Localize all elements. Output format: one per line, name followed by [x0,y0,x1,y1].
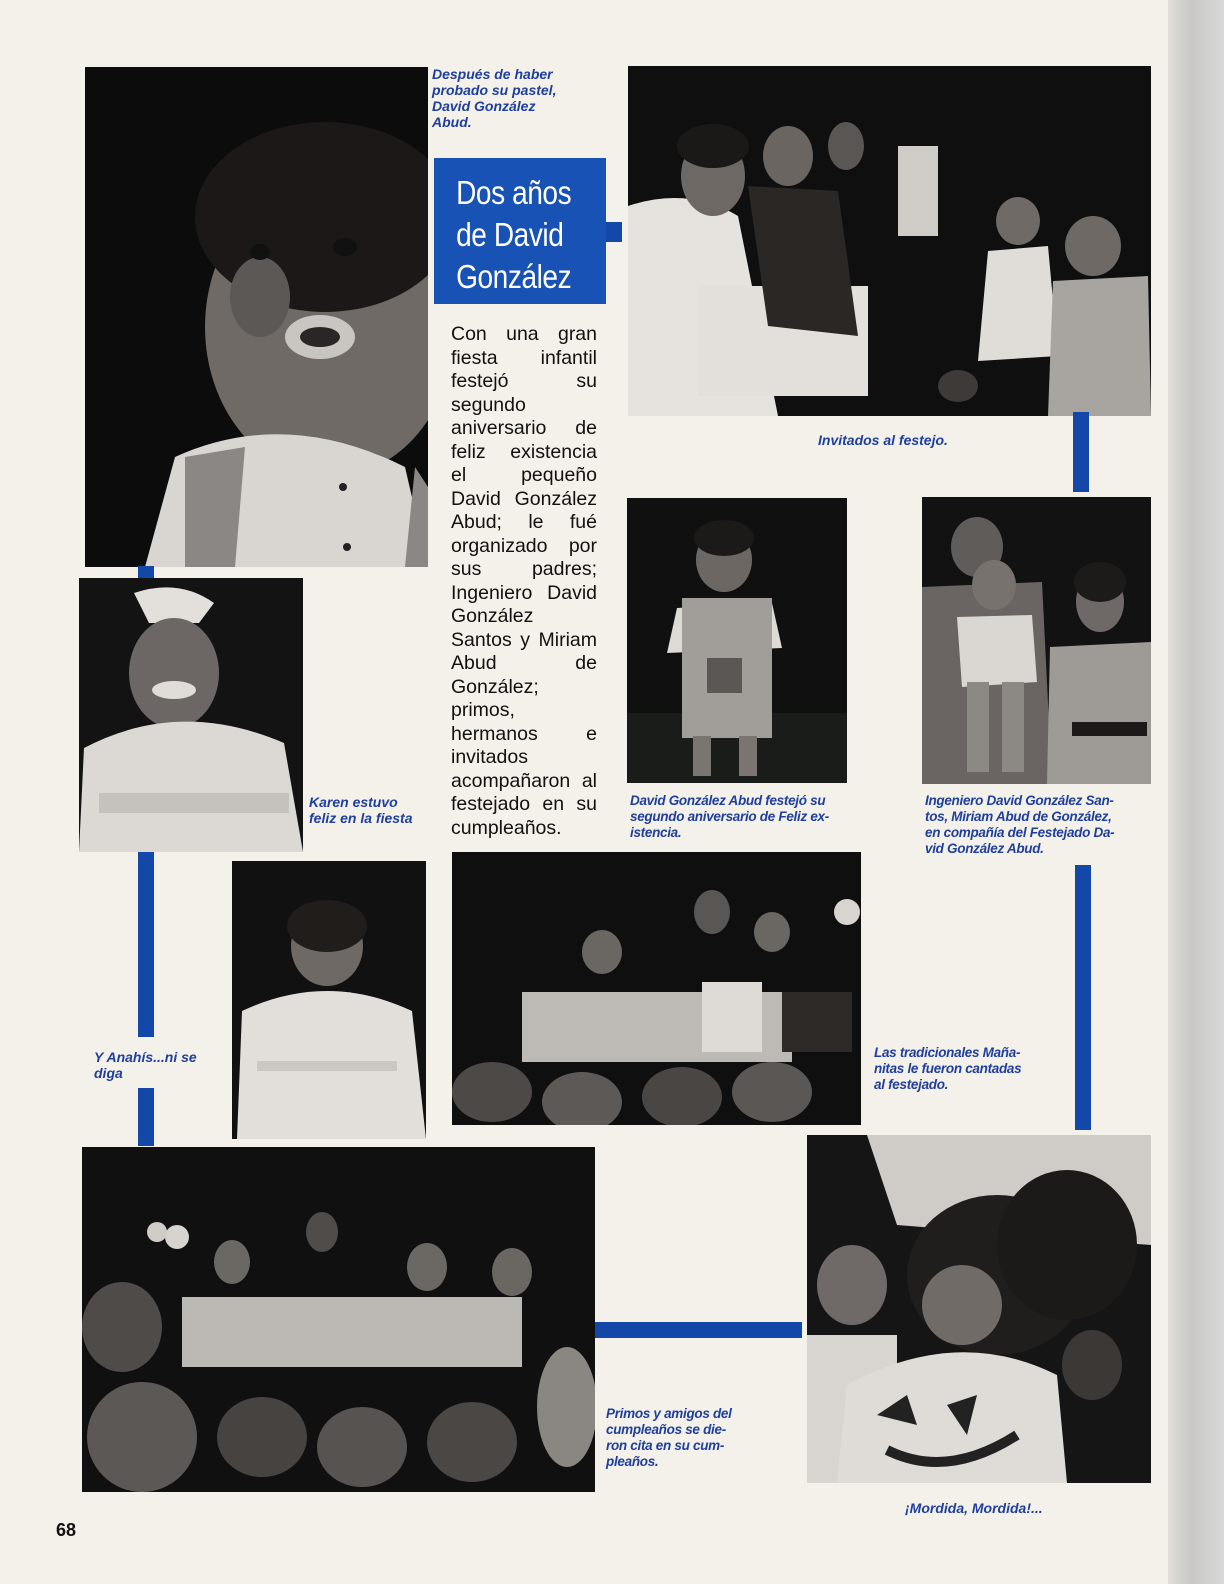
photo-david-standing [627,498,847,783]
photo-cousins [82,1147,595,1492]
photo-anahis [232,861,426,1139]
title-accent-bar [606,222,622,242]
page-edge-shadow [1168,0,1224,1584]
caption-mananitas: Las tradicionales Maña- nitas le fueron cantadas al festejado. [874,1045,1022,1092]
divider-bar-guests [1073,412,1089,492]
photo-parents [922,497,1151,784]
caption-karen: Karen estuvo feliz en la fiesta [309,794,413,826]
caption-mordida: ¡Mordida, Mordida!... [905,1500,1043,1516]
article-title-box [434,158,606,304]
divider-bar-anahis-bottom [138,1088,154,1146]
photo-mananitas [452,852,861,1125]
divider-bar-mananitas [1075,865,1091,1130]
divider-bar-anahis-top [138,852,154,1037]
page-number: 68 [56,1520,77,1540]
caption-david-anniversary: David González Abud festejó su segundo aniversario de Feliz ex- istencia. [630,793,829,840]
photo-david-cake [85,67,428,567]
photo-mordida [807,1135,1151,1483]
caption-anahis: Y Anahís...ni se diga [94,1049,197,1081]
caption-parents: Ingeniero David González San- tos, Miriam Abud de González, en compañía del Festejado Da- vid González Abud. [925,793,1115,856]
article-body: Con una gran fiesta infantil festejó su segundo aniversario de feliz existencia el pequeño David González Abud; le fué organizado por sus padres; Ingeniero David González Santos y Miriam Abud de González; primos, hermanos e invitados acompañaron al festejado en su cumpleaños. [451,323,597,839]
caption-david-cake: Después de haber probado su pastel, David González Abud. [432,66,557,130]
photo-karen [79,578,303,852]
photo-guests [628,66,1151,416]
caption-cousins: Primos y amigos del cumpleaños se die- ron cita en su cum- pleaños. [606,1406,732,1469]
divider-bar-karen-top [138,566,154,578]
article-title: Dos años de David González [456,174,572,295]
caption-guests: Invitados al festejo. [818,432,948,448]
divider-bar-cousins [595,1322,802,1338]
